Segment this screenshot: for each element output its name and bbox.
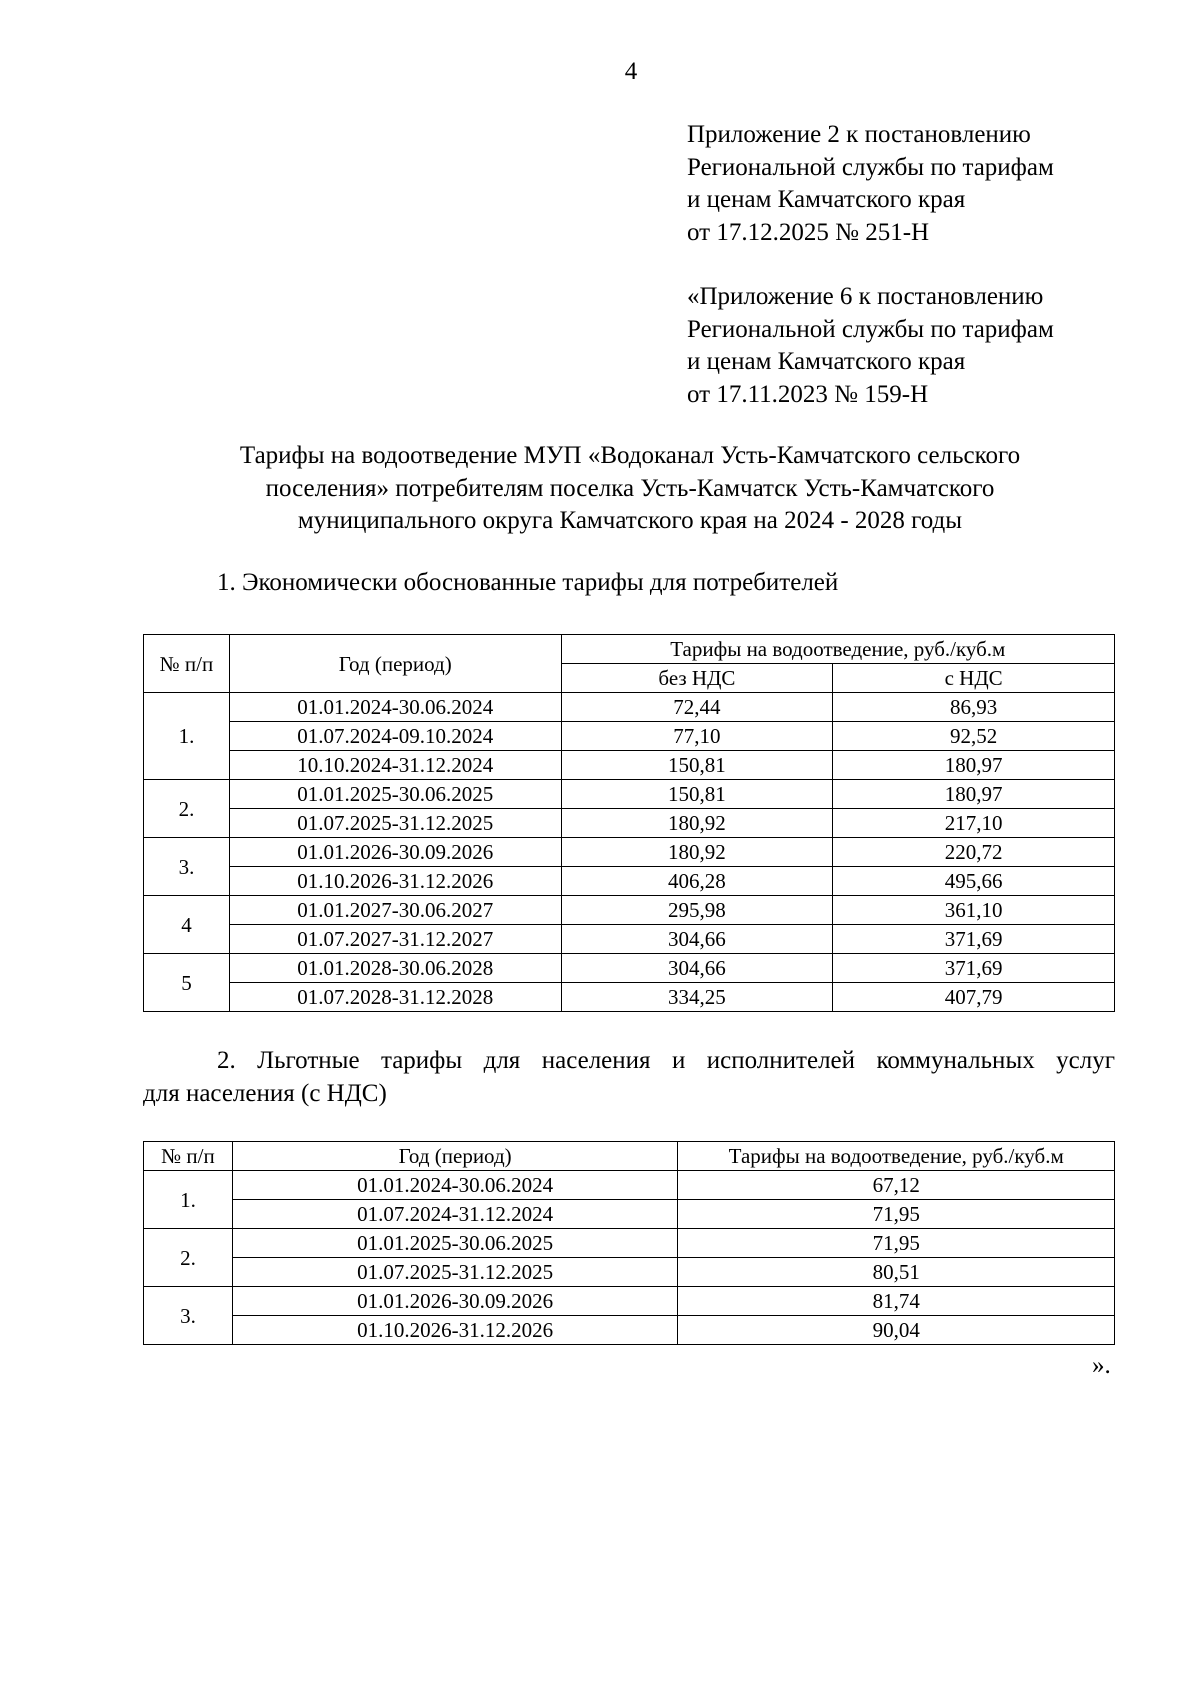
tariff-no-vat-cell: 150,81: [561, 751, 833, 780]
row-number-cell: 3.: [144, 1287, 233, 1345]
row-number-cell: 2.: [144, 1229, 233, 1287]
tariff-with-vat-cell: 371,69: [833, 954, 1115, 983]
appendix-line: от 17.12.2025 № 251-Н: [687, 218, 930, 246]
table-row: [144, 867, 1115, 896]
title-line: Тарифы на водоотведение МУП «Водоканал Усть-Камчатского сельского: [239, 442, 1021, 469]
tariff-with-vat-cell: 220,72: [833, 838, 1115, 867]
page-number: 4: [624, 58, 638, 85]
title-line: муниципального округа Камчатского края на 2024 - 2028 годы: [297, 507, 963, 534]
appendix-line: и ценам Камчатского края: [687, 186, 966, 213]
table-row: [144, 1287, 1115, 1316]
table-row: [144, 809, 1115, 838]
period-cell: 01.10.2026-31.12.2026: [229, 867, 561, 896]
table-row: [144, 896, 1115, 925]
appendix-line: Региональной службы по тарифам: [687, 153, 1054, 181]
tariff-with-vat-cell: 361,10: [833, 896, 1115, 925]
tariff-with-vat-cell: 86,93: [833, 693, 1115, 722]
period-cell: 01.01.2028-30.06.2028: [229, 954, 561, 983]
tariff-no-vat-cell: 180,92: [561, 838, 833, 867]
table-row: [144, 925, 1115, 954]
section2-heading-line: для населения (с НДС): [143, 1080, 387, 1107]
header-num: № п/п: [144, 635, 230, 693]
tariff-no-vat-cell: 72,44: [561, 693, 833, 722]
table-row: [144, 1200, 1115, 1229]
period-cell: 01.07.2028-31.12.2028: [229, 983, 561, 1012]
period-cell: 01.01.2027-30.06.2027: [229, 896, 561, 925]
table-row: [144, 751, 1115, 780]
section1-heading: 1. Экономически обоснованные тарифы для потребителей: [217, 569, 839, 596]
period-cell: 01.01.2026-30.09.2026: [232, 1287, 678, 1316]
appendix-current: [687, 119, 1054, 249]
header-with-vat: с НДС: [833, 664, 1115, 693]
appendix-original: [687, 281, 1054, 411]
table-row: [144, 983, 1115, 1012]
period-cell: 01.01.2025-30.06.2025: [232, 1229, 678, 1258]
appendix-line: Приложение 2 к постановлению: [687, 121, 1031, 148]
tariff-cell: 71,95: [678, 1229, 1115, 1258]
tariff-with-vat-cell: 92,52: [833, 722, 1115, 751]
tariff-no-vat-cell: 334,25: [561, 983, 833, 1012]
table-row: [144, 1258, 1115, 1287]
table-row: [144, 1229, 1115, 1258]
table-row: [144, 1171, 1115, 1200]
header-period: Год (период): [229, 635, 561, 693]
closing-quote: ».: [1092, 1352, 1111, 1379]
row-number-cell: 2.: [144, 780, 230, 838]
period-cell: 10.10.2024-31.12.2024: [229, 751, 561, 780]
period-cell: 01.01.2025-30.06.2025: [229, 780, 561, 809]
economic-tariffs-table: [143, 634, 1115, 1012]
tariff-no-vat-cell: 77,10: [561, 722, 833, 751]
appendix-line: от 17.11.2023 № 159-Н: [687, 380, 929, 408]
tariff-cell: 81,74: [678, 1287, 1115, 1316]
period-cell: 01.07.2024-31.12.2024: [232, 1200, 678, 1229]
table-row: [144, 780, 1115, 809]
tariff-with-vat-cell: 180,97: [833, 780, 1115, 809]
tariff-no-vat-cell: 406,28: [561, 867, 833, 896]
preferential-tariffs-table: [143, 1141, 1115, 1345]
header-tariff: Тарифы на водоотведение, руб./куб.м: [561, 635, 1114, 664]
section2-heading: [143, 1044, 1115, 1110]
tariff-no-vat-cell: 150,81: [561, 780, 833, 809]
period-cell: 01.10.2026-31.12.2026: [232, 1316, 678, 1345]
tariff-cell: 71,95: [678, 1200, 1115, 1229]
row-number-cell: 4: [144, 896, 230, 954]
period-cell: 01.07.2027-31.12.2027: [229, 925, 561, 954]
tariff-no-vat-cell: 295,98: [561, 896, 833, 925]
tariff-with-vat-cell: 180,97: [833, 751, 1115, 780]
table-row: [144, 722, 1115, 751]
period-cell: 01.07.2025-31.12.2025: [232, 1258, 678, 1287]
header-no-vat: без НДС: [561, 664, 833, 693]
tariff-no-vat-cell: 304,66: [561, 925, 833, 954]
period-cell: 01.07.2025-31.12.2025: [229, 809, 561, 838]
document-title: [150, 440, 1110, 538]
appendix-line: и ценам Камчатского края: [687, 348, 966, 375]
row-number-cell: 3.: [144, 838, 230, 896]
table-row: [144, 693, 1115, 722]
period-cell: 01.07.2024-09.10.2024: [229, 722, 561, 751]
header-period: Год (период): [232, 1142, 678, 1171]
table-row: [144, 838, 1115, 867]
table-row: [144, 1316, 1115, 1345]
period-cell: 01.01.2024-30.06.2024: [232, 1171, 678, 1200]
section2-heading-line: 2. Льготные тарифы для населения и исполнителей коммунальных услуг: [217, 1047, 1115, 1074]
row-number-cell: 1.: [144, 1171, 233, 1229]
period-cell: 01.01.2024-30.06.2024: [229, 693, 561, 722]
table-row: [144, 954, 1115, 983]
period-cell: 01.01.2026-30.09.2026: [229, 838, 561, 867]
tariff-with-vat-cell: 407,79: [833, 983, 1115, 1012]
appendix-line: «Приложение 6 к постановлению: [687, 283, 1044, 310]
header-num: № п/п: [144, 1142, 233, 1171]
title-line: поселения» потребителям поселка Усть-Камчатск Усть-Камчатского: [265, 474, 995, 502]
row-number-cell: 5: [144, 954, 230, 1012]
tariff-with-vat-cell: 217,10: [833, 809, 1115, 838]
tariff-cell: 67,12: [678, 1171, 1115, 1200]
row-number-cell: 1.: [144, 693, 230, 780]
header-tariff: Тарифы на водоотведение, руб./куб.м: [678, 1142, 1115, 1171]
tariff-no-vat-cell: 304,66: [561, 954, 833, 983]
tariff-cell: 90,04: [678, 1316, 1115, 1345]
appendix-line: Региональной службы по тарифам: [687, 315, 1054, 343]
tariff-no-vat-cell: 180,92: [561, 809, 833, 838]
tariff-with-vat-cell: 495,66: [833, 867, 1115, 896]
tariff-cell: 80,51: [678, 1258, 1115, 1287]
tariff-with-vat-cell: 371,69: [833, 925, 1115, 954]
